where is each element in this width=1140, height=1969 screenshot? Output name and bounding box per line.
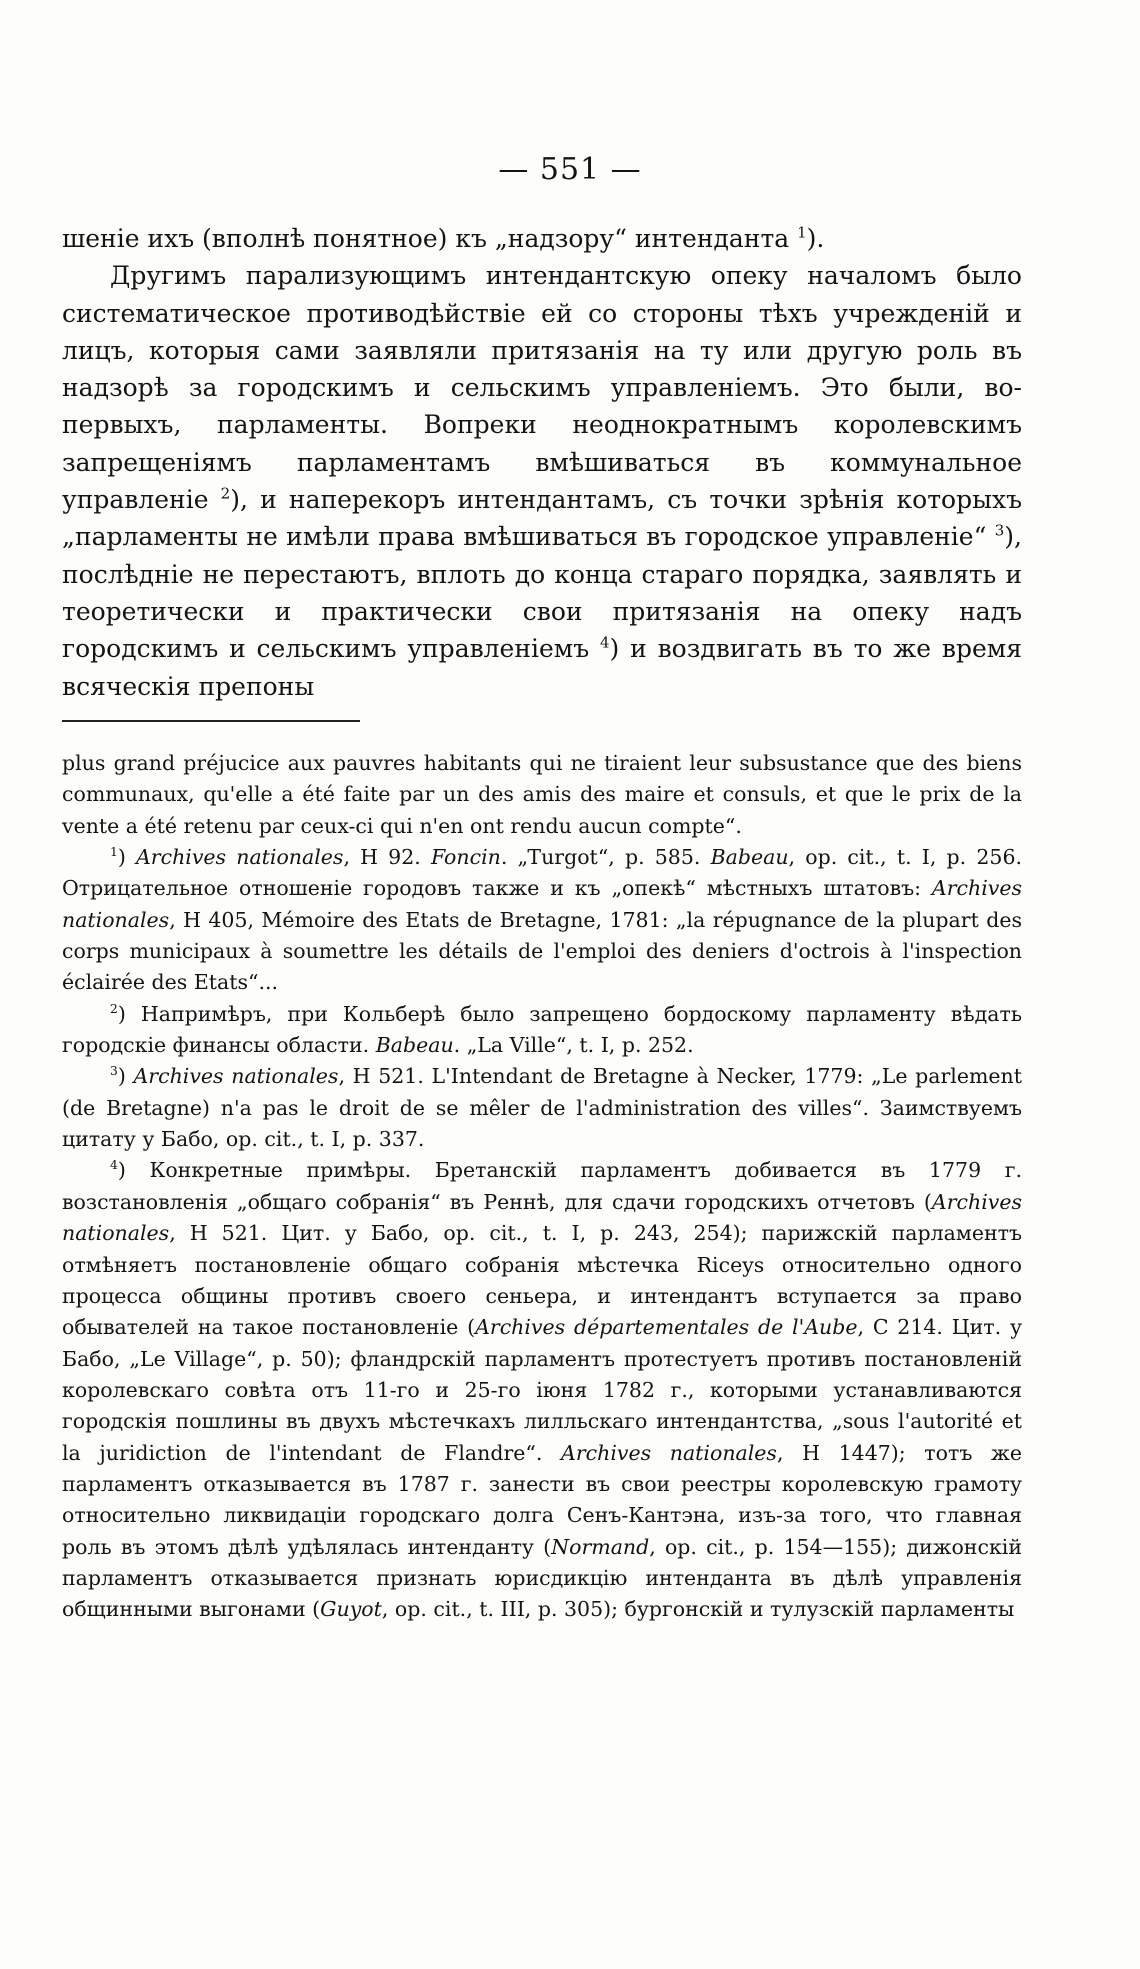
text-run: ), послѣдніе не перестаютъ, вплоть до конца стараго порядка, заявлять и теоретически и практически свои притязанія на опеку надъ городскимъ и сельскимъ управленіемъ (62, 522, 1022, 664)
italic-citation: Normand (551, 1534, 650, 1559)
text-run: ). (806, 224, 825, 253)
main-text-line-continuation (62, 220, 1022, 257)
text-run: , op. cit., p. 154—155); дижонскій парламентъ отказывается признать юрисдикцію интенданта въ дѣлѣ управленія общинными выгонами ( (62, 1534, 1022, 1622)
italic-citation: Foncin (430, 845, 501, 870)
text-run: , H 1447); тотъ же парламентъ отказывается въ 1787 г. занести въ свои реестры королевскую грамоту относительно ликвидаціи городскаго долга Сенъ-Кантэна, изъ-за того, что главная роль въ этомъ дѣлѣ удѣлялась интенданту ( (62, 1440, 1022, 1559)
text-run: . „La Ville“, t. I, p. 252. (453, 1033, 694, 1058)
italic-citation: Babeau (710, 845, 789, 870)
footnote-4 (62, 1155, 1022, 1625)
footnote-continuation (62, 748, 1022, 842)
footnote-marker: 2 (220, 484, 231, 503)
italic-citation: Archives nationales (136, 845, 344, 870)
italic-citation: Archives nationales (133, 1064, 339, 1089)
text-run: , H 405, Mémoire des Etats de Bretagne, 1781: „la répugnance de la plupart des corps municipaux à soumettre les détails de l'emploi des deniers d'octrois à l'inspection éclairée des Etats“... (62, 907, 1022, 995)
text-run: ) Напримѣръ, при Кольберѣ было запрещено бордоскому парламенту вѣдать городскіе финансы области. (62, 1001, 1022, 1058)
footnote-marker: 2 (110, 1001, 118, 1016)
italic-citation: Guyot (320, 1597, 382, 1622)
text-run: , op. cit., t. I, p. 256. Отрицательное отношеніе городовъ также и къ „опекѣ“ мѣстныхъ штатовъ: (62, 845, 1023, 901)
footnote-marker: 4 (599, 633, 610, 652)
text-run: ) (117, 845, 136, 870)
italic-citation: Archives nationales (561, 1440, 777, 1465)
footnote-marker: 1 (110, 845, 118, 860)
text-run: шеніе ихъ (вполнѣ понятное) къ „надзору“ интенданта (62, 224, 798, 253)
main-text-paragraph (62, 257, 1022, 705)
italic-citation: Babeau (375, 1033, 454, 1058)
footnote-marker: 3 (110, 1064, 118, 1079)
footnote-2 (62, 999, 1022, 1062)
text-run: . „Turgot“, p. 585. (500, 845, 711, 870)
page-number: — 551 — (498, 152, 642, 187)
main-text (62, 220, 1022, 705)
text-run: , H 521. Цит. у Бабо, op. cit., t. I, p. 243, 254); парижскій парламентъ отмѣняетъ постановленіе общаго собранія мѣстечка Riceys относительно одного процесса общины противъ своего сеньера, и интендантъ вступается за право обывателей на такое постановленіе ( (62, 1221, 1022, 1340)
footnote-3 (62, 1061, 1022, 1155)
text-run: ) и воздвигать въ то же время всяческія препоны (62, 634, 1022, 701)
text-run: , C 214. Цит. у Бабо, „Le Village“, p. 50); фландрскій парламентъ протестуетъ противъ постановленій королевскаго совѣта отъ 11-го и 25-го іюня 1782 г., которыми устанавливаются городскія пошлины въ двухъ мѣстечкахъ лилльскаго интендантства, „sous l'autorité et la juridiction de l'intendant de Flandre“. (62, 1315, 1023, 1465)
italic-citation: Archives nationales (62, 876, 1022, 932)
italic-citation: Archives nationales (62, 1189, 1022, 1246)
italic-citation: Archives départementales de l'Aube (475, 1315, 858, 1340)
footnote-divider (62, 720, 360, 722)
footnote-marker: 1 (797, 223, 807, 242)
text-run: plus grand préjucice aux pauvres habitants qui ne tiraient leur subsustance que des biens communaux, qu'elle a été faite par un des amis des maire et consuls, et que le prix de la vente a été retenu par ceux-ci qui n'en ont rendu aucun compte“. (62, 751, 1022, 838)
text-run: Другимъ парализующимъ интендантскую опеку началомъ было систематическое противодѣйствіе ей со стороны тѣхъ учрежденій и лицъ, которыя сами заявляли притязанія на ту или другую роль въ надзорѣ за городскимъ и сельскимъ управленіемъ. Это были, во-первыхъ, парламенты. Вопреки неоднократнымъ королевскимъ запрещеніямъ парламентамъ вмѣшиваться въ коммунальное управленіе (62, 261, 1022, 515)
text-run: ) (117, 1064, 134, 1089)
footnotes (62, 748, 1022, 1626)
text-run: ), и наперекоръ интендантамъ, съ точки зрѣнія которыхъ „парламенты не имѣли права вмѣшиваться въ городское управленіе“ (62, 485, 1022, 552)
footnote-marker: 3 (994, 522, 1005, 541)
footnote-marker: 4 (110, 1158, 118, 1173)
text-run: , H 92. (343, 845, 431, 870)
text-run: , H 521. L'Intendant de Bretagne à Necker, 1779: „Le parlement (de Bretagne) n'a pas le droit de se mêler de l'administration des villes“. Заимствуемъ цитату у Бабо, op. cit., t. I, p. 337. (62, 1064, 1022, 1152)
text-run: , op. cit., t. III, p. 305); бургонскій и тулузскій парламенты (381, 1597, 1015, 1622)
footnote-1 (62, 842, 1022, 999)
text-run: ) Конкретные примѣры. Бретанскій парламентъ добивается въ 1779 г. возстановленія „общаго собранія“ въ Реннѣ, для сдачи городскихъ отчетовъ ( (62, 1158, 1022, 1214)
